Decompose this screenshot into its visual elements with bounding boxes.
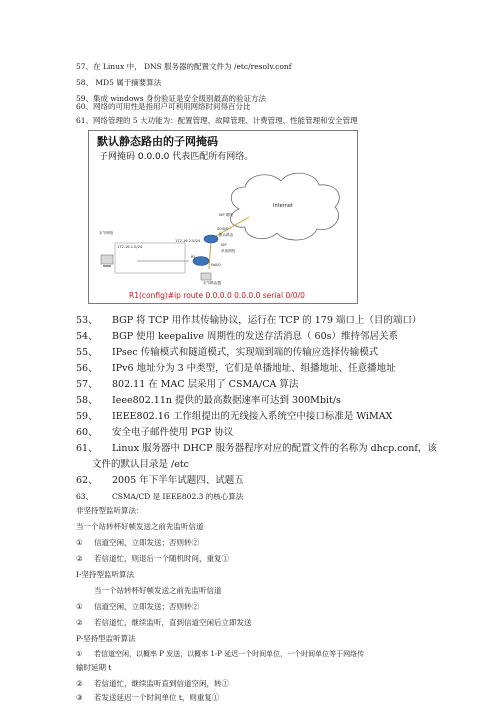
stub-label: 单宿网络 <box>221 249 236 253</box>
item-text-55: IPsec 传输模式和隧道模式，实现端到端的传输应选择传输模式 <box>112 347 379 358</box>
item-num-63: 63、 <box>76 492 94 501</box>
diagram-subtitle: 子网掩码 0.0.0.0 代表匹配所有网络。 <box>99 152 254 162</box>
onepersist-text-2: 若信道忙，继续监听，直到信道空闲后立即发送 <box>94 618 252 627</box>
item-text-61: Linux 服务器中 DHCP 服务器程序对应的配置文件的名称为 dhcp.conf，该 <box>112 443 437 454</box>
nonpersist-heading: 非坚持型监听算法： <box>76 506 144 515</box>
ppersist-text-2: 若信道忙，继续监听直到信道空闲，转① <box>94 679 229 688</box>
s0-label: S0/0/0 <box>217 227 229 231</box>
item-text-63: CSMA/CD 是 IEEE802.3 的核心算法 <box>112 492 244 501</box>
pc-bottom-label: 末节路由器 <box>203 281 221 285</box>
top-line-59: 59、集成 windows 身份验证是安全级别最高的验证方法 <box>76 94 267 103</box>
ppersist-text-1-cont: 输时延期 t <box>76 663 112 672</box>
top-line-60: 60、网络的可用性是指用户可利用网络时间得百分比 <box>76 102 251 111</box>
nonpersist-intro: 当一个站转杯好帧发送之前先监听信道 <box>76 522 204 531</box>
nonpersist-mark-2: ② <box>76 554 83 563</box>
default-route-label: 默认路由 <box>219 233 234 237</box>
item-num-54: 54、 <box>76 331 98 342</box>
isp-net-label: ISP 网络 <box>219 213 233 217</box>
ppersist-heading: P-坚持型监听算法 <box>76 634 136 643</box>
pc-icon <box>101 255 113 264</box>
onepersist-text-1: 信道空闲，立即发送；否则转② <box>94 602 199 611</box>
route-command: R1(config)#ip route 0.0.0.0 0.0.0.0 serial 0/0/0 <box>129 291 305 300</box>
stub-pc-icon <box>201 273 211 280</box>
item-text-54: BGP 使用 keepalive 周期性的发送存活消息（ 60s）维持邻居关系 <box>112 331 398 342</box>
top-line-57: 57、在 Linux 中， DNS 服务器的配置文件为 /etc/resolv.conf <box>76 62 292 71</box>
item-text-56: IPv6 地址分为 3 中类型，它们是单播地址、组播地址、任意播地址 <box>112 363 396 374</box>
onepersist-intro: 当一个站转杯好帧发送之前先监听信道 <box>94 586 222 595</box>
item-text-59: IEEE802.16 工作组提出的无线接入系统空中接口标准是 WiMAX <box>112 411 393 422</box>
lan-label: 172.16.1.0/24 <box>117 245 143 249</box>
nonpersist-mark-1: ① <box>76 538 83 547</box>
item-text-53: BGP 将 TCP 用作其传输协议，运行在 TCP 的 179 端口上（目的端口） <box>112 315 422 326</box>
internet-label: Internet <box>273 203 293 209</box>
onepersist-mark-2: ② <box>76 618 83 627</box>
top-line-61: 61、网络管理的 5 大功能为：配置管理、故障管理、计费管理、性能管理和安全管理 <box>76 116 358 125</box>
item-num-58: 58、 <box>76 395 98 406</box>
ppersist-text-1: 若信道空闲，以概率 P 发送，以概率 1-P 延迟一个时间单位，一个时间单位等于网络传 <box>94 650 365 658</box>
isp-router-icon <box>204 235 218 243</box>
item-text-58: Ieee802.11n 提供的最高数据速率可达到 300Mbit/s <box>112 395 341 406</box>
item-num-59: 59、 <box>76 411 98 422</box>
onepersist-mark-1: ① <box>76 602 83 611</box>
nonpersist-text-1: 信道空闲，立即发送；否则转② <box>94 538 199 547</box>
item-num-55: 55、 <box>76 347 98 358</box>
item-num-57: 57、 <box>76 379 98 390</box>
static-route-diagram <box>88 130 358 304</box>
isp-label: ISP <box>221 243 227 247</box>
onepersist-heading: I-坚持型监听算法 <box>76 570 134 579</box>
item-num-56: 56、 <box>76 363 98 374</box>
item-text-57: 802.11 在 MAC 层采用了 CSMA/CA 算法 <box>112 379 299 390</box>
item-text-60: 安全电子邮件使用 PGP 协议 <box>112 427 234 438</box>
pc-left-label: 末节网络 <box>99 231 114 235</box>
diagram-title: 默认静态路由的子网掩码 <box>97 135 218 148</box>
nonpersist-text-2: 若信道忙，则退后一个随机时间，重复① <box>94 554 229 563</box>
top-line-58: 58、 MD5 属于摘要算法 <box>76 78 162 87</box>
item-61-continuation: 文件的默认目录是 /etc <box>92 459 189 470</box>
ppersist-mark-1: ① <box>76 650 83 658</box>
ppersist-mark-2: ② <box>76 679 83 688</box>
r1-label: R1 <box>191 255 196 259</box>
ppersist-mark-3: ③ <box>76 693 83 702</box>
item-num-60: 60、 <box>76 427 98 438</box>
item-text-62: 2005 年下半年试题四、试题五 <box>112 475 244 486</box>
ppersist-text-3: 若发送延迟一个时间单位 t，则重复① <box>94 693 220 702</box>
fa-label: Fa0/0 <box>211 263 221 267</box>
item-num-62: 62、 <box>76 475 98 486</box>
ip-label: 172.16.2.0/24 <box>175 239 201 243</box>
item-num-53: 53、 <box>76 315 98 326</box>
item-num-61: 61、 <box>76 443 98 454</box>
